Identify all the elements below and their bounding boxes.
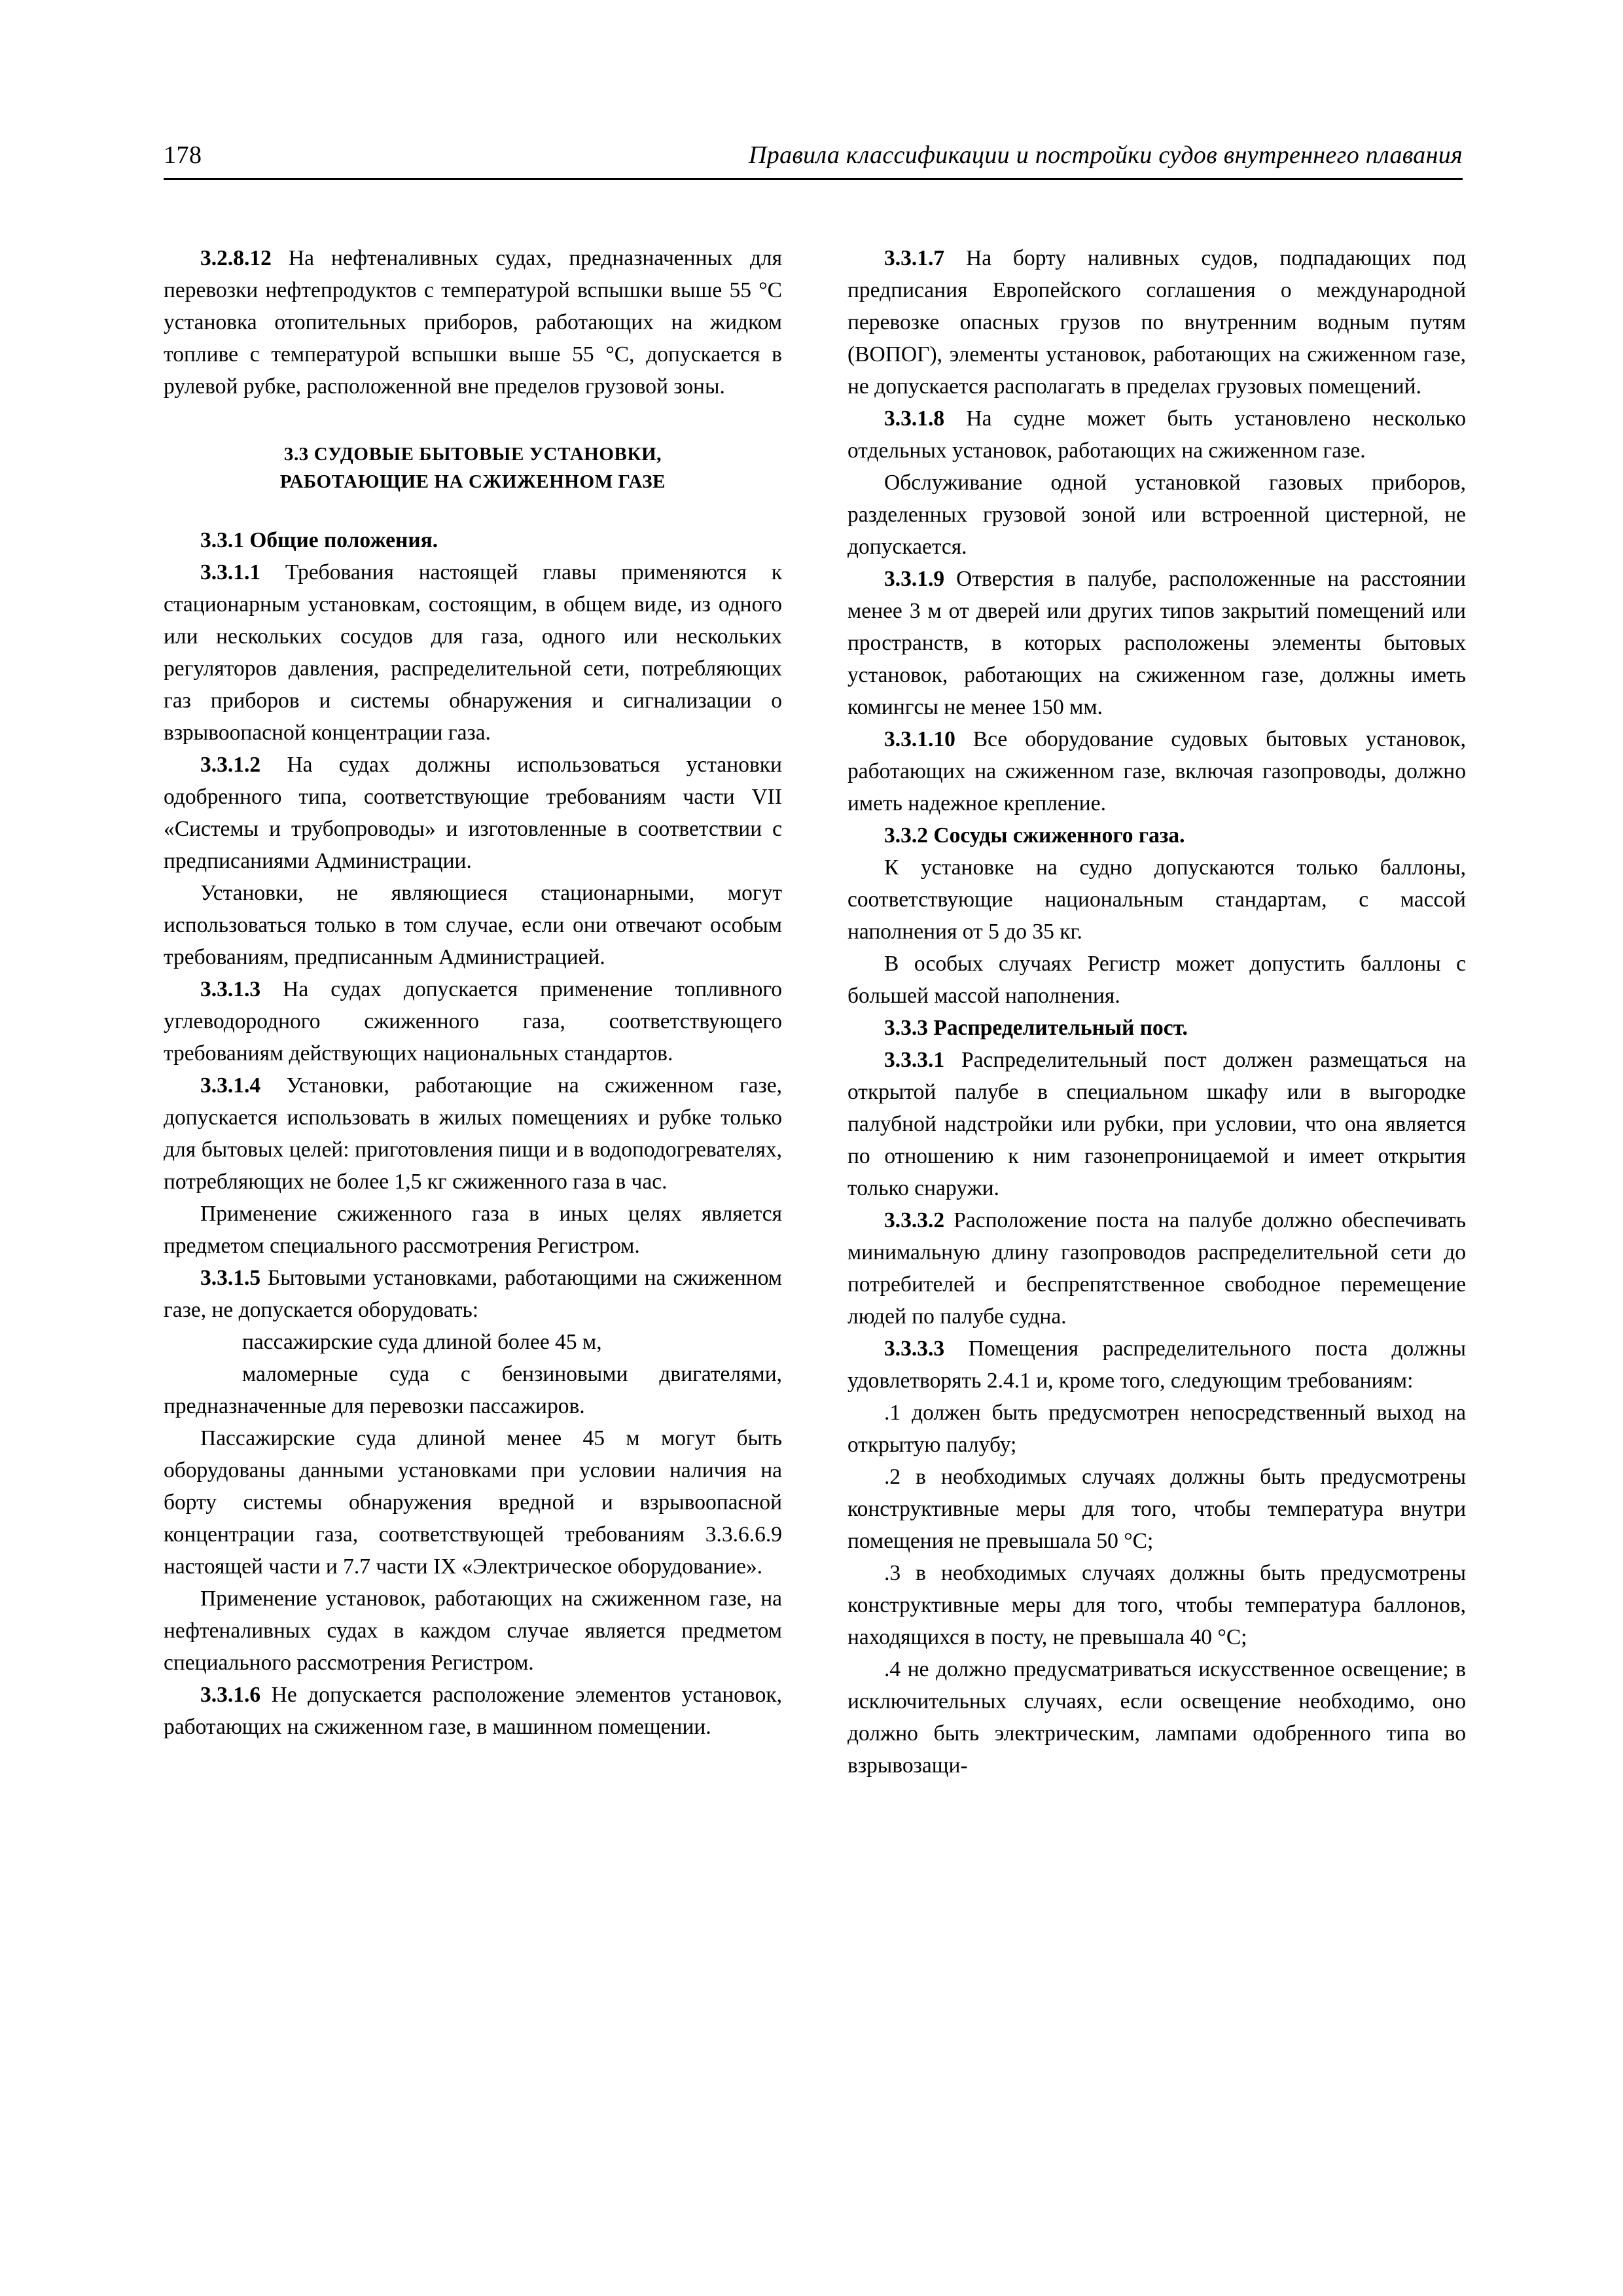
header-divider [164,178,1463,180]
paragraph-3-3-2-b: В особых случаях Регистр может допустить баллоны с большей массой наполнения. [847,952,1466,1008]
paragraph-3-3-1-4-cont: Применение сжиженного газа в иных целях является предметом специального рассмотрения Регистром. [164,1202,782,1258]
two-column-body [164,242,1466,1782]
paragraph-3-3-1-7: 3.3.1.7 На борту наливных судов, подпадающих под предписания Европейского соглашения о международной перевозке опасных грузов по внутренним водным путям (ВОПОГ), элементы установок, работающих на сжиженном газе, не допускается располагать в пределах грузовых помещений. [847,246,1466,399]
paragraph-3-3-1-10: 3.3.1.10 Все оборудование судовых бытовых установок, работающих на сжиженном газе, включая газопроводы, должно иметь надежное крепление. [847,727,1466,816]
paragraph-3-3-1-8: 3.3.1.8 На судне может быть установлено несколько отдельных установок, работающих на сжиженном газе. [847,406,1466,463]
paragraph-3-2-8-12: 3.2.8.12 На нефтеналивных судах, предназначенных для перевозки нефтепродуктов с температурой вспышки выше 55 °С установка отопительных приборов, работающих на жидком топливе с температурой вспышки выше 55 °С, допускается в рулевой рубке, расположенной вне пределов грузовой зоны. [164,246,782,399]
list-item-3-3-3-3-4: .4 не должно предусматриваться искусственное освещение; в исключительных случаях, если освещение необходимо, оно должно быть электрическим, лампами одобренного типа во взрывозащи- [847,1657,1466,1778]
paragraph-3-3-1-8-cont: Обслуживание одной установкой газовых приборов, разделенных грузовой зоной или встроенной цистерной, не допускается. [847,471,1466,559]
section-heading-3-3 [164,440,782,495]
list-item-3-3-3-3-3: .3 в необходимых случаях должны быть предусмотрены конструктивные меры для того, чтобы температура баллонов, находящихся в посту, не превышала 40 °С; [847,1561,1466,1649]
list-item-small-vessels: маломерные суда с бензиновыми двигателями, предназначенные для перевозки пассажиров. [164,1362,782,1418]
right-column [847,242,1466,1782]
paragraph-3-3-3-2: 3.3.3.2 Расположение поста на палубе должно обеспечивать минимальную длину газопроводов распределительной сети до потребителей и беспрепятственное свободное перемещение людей по палубе судна. [847,1208,1466,1329]
paragraph-3-3-1-3: 3.3.1.3 На судах допускается применение топливного углеводородного сжиженного газа, соответствующего требованиям действующих национальных стандартов. [164,977,782,1066]
paragraph-3-3-1-2-cont: Установки, не являющиеся стационарными, могут использоваться только в том случае, если они отвечают особым требованиям, предписанным Администрацией. [164,881,782,969]
header-title: Правила классификации и постройки судов внутреннего плавания [749,141,1463,169]
subsection-heading-3-3-3: 3.3.3 Распределительный пост. [884,1016,1188,1040]
paragraph-3-3-1-4: 3.3.1.4 Установки, работающие на сжиженном газе, допускается использовать в жилых помещениях и рубке только для бытовых целей: приготовления пищи и в водоподогревателях, потребляющих не более 1,5 кг сжиженного газа в час. [164,1073,782,1194]
page-header [164,141,1463,170]
paragraph-3-3-1-9: 3.3.1.9 Отверстия в палубе, расположенные на расстоянии менее 3 м от дверей или других типов закрытий помещений или пространств, в которых расположены элементы бытовых установок, работающих на сжиженном газе, должны иметь комингсы не менее 150 мм. [847,567,1466,719]
subsection-heading-3-3-1: 3.3.1 Общие положения. [200,528,438,552]
paragraph-3-3-1-1: 3.3.1.1 Требования настоящей главы применяются к стационарным установкам, состоящим, в общем виде, из одного или нескольких сосудов для газа, одного или нескольких регуляторов давления, распределительной сети, потребляющих газ приборов и системы обнаружения и сигнализации о взрывоопасной концентрации газа. [164,560,782,745]
paragraph-3-3-1-5-cont-1: Пассажирские суда длиной менее 45 м могут быть оборудованы данными установками при условии наличия на борту системы обнаружения вредной и взрывоопасной концентрации газа, соответствующей требованиям 3.3.6.6.9 настоящей части и 7.7 части IX «Электрическое оборудование». [164,1426,782,1579]
section-heading-line-2: РАБОТАЮЩИЕ НА СЖИЖЕННОМ ГАЗЕ [279,471,666,492]
list-item-3-3-3-3-2: .2 в необходимых случаях должны быть предусмотрены конструктивные меры для того, чтобы температура внутри помещения не превышала 50 °С; [847,1465,1466,1553]
paragraph-3-3-3-3: 3.3.3.3 Помещения распределительного поста должны удовлетворять 2.4.1 и, кроме того, следующим требованиям: [847,1336,1466,1393]
left-column [164,242,782,1782]
list-item-passenger-vessels: пассажирские суда длиной более 45 м, [242,1330,602,1354]
paragraph-3-3-1-6: 3.3.1.6 Не допускается расположение элементов установок, работающих на сжиженном газе, в машинном помещении. [164,1683,782,1739]
paragraph-3-3-1-5-cont-2: Применение установок, работающих на сжиженном газе, на нефтеналивных судах в каждом случае является предметом специального рассмотрения Регистром. [164,1587,782,1675]
paragraph-3-3-2-a: К установке на судно допускаются только баллоны, соответствующие национальным стандартам, с массой наполнения от 5 до 35 кг. [847,855,1466,944]
paragraph-3-3-3-1: 3.3.3.1 Распределительный пост должен размещаться на открытой палубе в специальном шкафу или в выгородке палубной надстройки или рубки, при условии, что она является по отношению к ним газонепроницаемой и имеет открытия только снаружи. [847,1048,1466,1200]
paragraph-3-3-1-5: 3.3.1.5 Бытовыми установками, работающими на сжиженном газе, не допускается оборудовать: [164,1266,782,1322]
paragraph-3-3-1-2: 3.3.1.2 На судах должны использоваться установки одобренного типа, соответствующие требованиям части VII «Системы и трубопроводы» и изготовленные в соответствии с предписаниями Администрации. [164,753,782,873]
page-number: 178 [164,141,202,169]
subsection-heading-3-3-2: 3.3.2 Сосуды сжиженного газа. [884,823,1185,848]
section-heading-line-1: 3.3 СУДОВЫЕ БЫТОВЫЕ УСТАНОВКИ, [283,444,662,465]
list-item-3-3-3-3-1: .1 должен быть предусмотрен непосредственный выход на открытую палубу; [847,1401,1466,1457]
